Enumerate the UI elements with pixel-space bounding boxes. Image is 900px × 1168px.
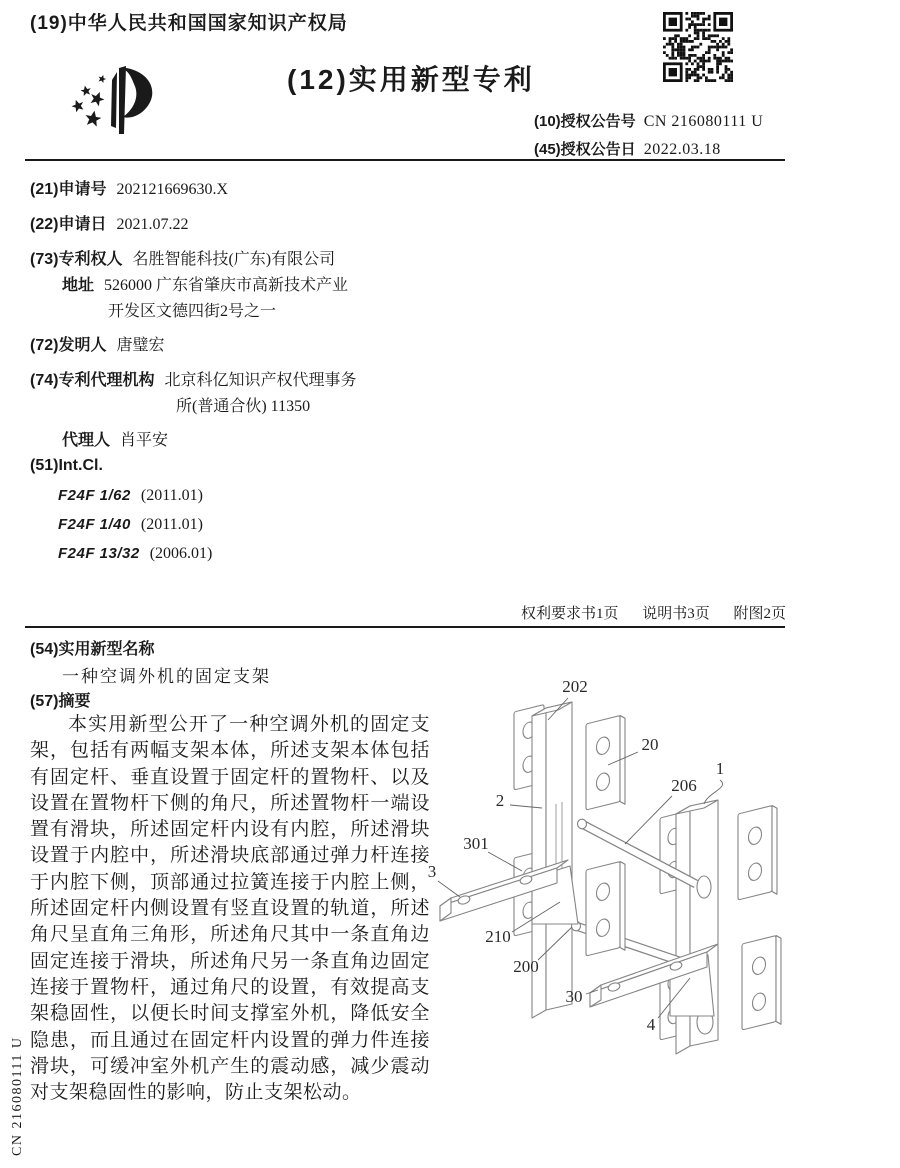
- figures-pages: 附图2页: [733, 606, 786, 622]
- ref-2: 2: [495, 791, 505, 810]
- application-date-value: 2021.07.22: [116, 216, 189, 233]
- intcl-entry-1: [58, 487, 203, 505]
- agency-row-2: [176, 393, 310, 416]
- publication-date-label: (45)授权公告日: [534, 141, 636, 158]
- intcl-ver-3: (2006.01): [149, 545, 213, 562]
- ref-20: 20: [641, 735, 659, 754]
- ref-210: 210: [485, 927, 511, 946]
- patentee-value: 名胜智能科技(广东)有限公司: [132, 251, 336, 268]
- application-date-row: [30, 211, 188, 234]
- address-line1: 526000 广东省肇庆市高新技术产业: [104, 277, 349, 294]
- section-divider: [25, 626, 785, 628]
- ref-30: 30: [565, 987, 583, 1006]
- address-label: 地址: [62, 277, 95, 294]
- mounting-plate-left-front-mid: [586, 860, 625, 960]
- intcl-entry-2: [58, 516, 203, 534]
- logo-stars: [70, 74, 107, 127]
- publication-block: [534, 110, 790, 166]
- ref-200: 200: [513, 957, 539, 976]
- title-section-label: (54)实用新型名称: [30, 641, 155, 658]
- intcl-row: [30, 457, 103, 475]
- abstract-text: 本实用新型公开了一种空调外机的固定支架，包括有两幅支架本体，所述支架本体包括有固定杆、垂直设置于固定杆的置物杆、以及设置在置物杆下侧的角尺，所述置物杆一端设置有滑块，所述固定杆内设有内腔，所述滑块设置于内腔中，所述滑块底部通过弹力杆连接于内腔下侧，顶部通过拉簧连接于内腔上侧，所述固定杆内侧设置有竖直设置的轨道，所述角尺呈直角三角形，所述角尺其中一条直角边固定连接于滑块，所述角尺另一条直角边固定连接于置物杆，通过角尺的设置，有效提高支架稳固性，以便长时间支撑室外机，降低安全隐患，而且通过在固定杆内设置的弹力件连接滑块，可缓冲室外机产生的震动感，减少震动对支架稳固性的影响，防止支架松动。: [30, 714, 430, 1104]
- claims-pages: 权利要求书1页: [520, 606, 619, 622]
- agent-label: 代理人: [62, 432, 111, 449]
- mounting-plate-left-front-top: [586, 714, 625, 814]
- intcl-code-3: F24F 13/32: [58, 545, 140, 562]
- patentee-label: (73)专利权人: [30, 251, 123, 268]
- ref-202: 202: [562, 677, 588, 696]
- inventor-label: (72)发明人: [30, 337, 107, 354]
- logo-monogram: [111, 66, 152, 134]
- description-pages: 说明书3页: [642, 606, 710, 622]
- ref-3: 3: [427, 862, 437, 881]
- application-date-label: (22)申请日: [30, 216, 107, 233]
- publication-number-label: (10)授权公告号: [534, 113, 636, 130]
- agent-value: 肖平安: [120, 432, 169, 449]
- shelf-arm-left: [440, 860, 578, 924]
- intcl-code-2: F24F 1/40: [58, 516, 131, 533]
- agency-label: (74)专利代理机构: [30, 372, 155, 389]
- intcl-entry-3: [58, 545, 212, 563]
- mounting-plate-right-front-top: [738, 804, 777, 904]
- ref-1: 1: [715, 759, 725, 778]
- qr-code: [663, 12, 733, 82]
- application-number-label: (21)申请号: [30, 181, 107, 198]
- address-row-2: [108, 298, 276, 321]
- abstract-section-label: (57)摘要: [30, 693, 91, 710]
- pages-summary: [400, 602, 786, 623]
- application-number-row: [30, 176, 228, 199]
- publication-date-value: 2022.03.18: [643, 141, 721, 158]
- patent-drawing: [420, 672, 890, 1067]
- document-kind-title: (12)实用新型专利: [287, 64, 535, 95]
- application-number-value: 202121669630.X: [116, 181, 229, 198]
- header-divider: [25, 159, 785, 161]
- inventor-row: [30, 332, 164, 355]
- agency-line2: 所(普通合伙) 11350: [176, 398, 311, 415]
- agency-line1: 北京科亿知识产权代理事务: [164, 372, 357, 389]
- address-line2: 开发区文德四街2号之一: [108, 303, 277, 320]
- inventor-value: 唐璧宏: [116, 337, 165, 354]
- intcl-label: (51)Int.Cl.: [30, 457, 103, 474]
- ref-4: 4: [646, 1015, 656, 1034]
- issuing-office: (19)中华人民共和国国家知识产权局: [30, 13, 348, 34]
- agent-row: [62, 427, 168, 450]
- publication-date-row: [534, 138, 790, 159]
- publication-number-row: [534, 110, 790, 131]
- ref-206: 206: [671, 776, 697, 795]
- cnipa-logo-icon: [60, 56, 170, 146]
- intcl-ver-2: (2011.01): [140, 516, 203, 533]
- ref-301: 301: [463, 834, 489, 853]
- mounting-plate-right-front-bottom: [742, 934, 781, 1034]
- patentee-row: [30, 246, 335, 269]
- side-document-code: CN 216080111 U: [10, 1036, 25, 1156]
- intcl-code-1: F24F 1/62: [58, 487, 131, 504]
- publication-number-value: CN 216080111 U: [643, 113, 764, 130]
- intcl-ver-1: (2011.01): [140, 487, 203, 504]
- agency-row: [30, 367, 356, 390]
- address-row: [62, 272, 348, 295]
- invention-title: 一种空调外机的固定支架: [62, 667, 271, 686]
